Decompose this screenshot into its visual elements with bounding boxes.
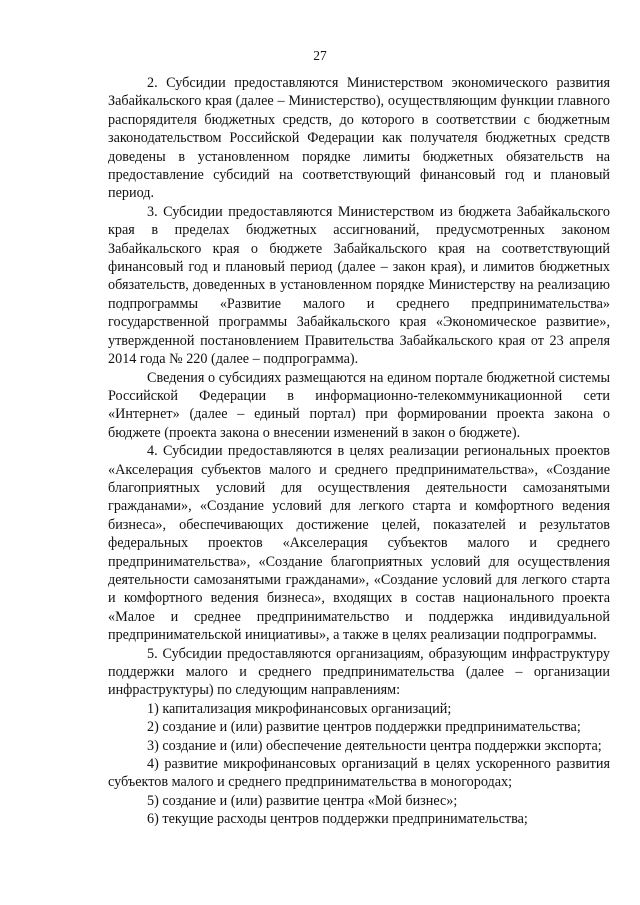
list-item: 4) развитие микрофинансовых организаций в целях ускоренного развития субъектов малого и среднего предпринимательства в моногородах; [108,756,610,791]
document-body [108,74,610,829]
paragraph-3: 3. Субсидии предоставляются Министерством из бюджета Забайкальского края в пределах бюджетных ассигнований, предусмотренных законом Забайкальского края о бюджете Забайкальского края на соответствующий финансовый год и плановый период (далее – закон края), и лимитов бюджетных обязательств, доведенных в установленном порядке Министерству на реализацию подпрограммы «Развитие малого и среднего предпринимательства» государственной программы Забайкальского края «Экономическое развитие», утвержденной постановлением Правительства Забайкальского края от 23 апреля 2014 года № 220 (далее – подпрограмма). [108,203,610,368]
paragraph-4: 4. Субсидии предоставляются в целях реализации региональных проектов «Акселерация субъектов малого и среднего предпринимательства», «Создание благоприятных условий для осуществления деятельности самозанятыми гражданами», «Создание условий для легкого старта и комфортного ведения бизнеса», обеспечивающих достижение целей, показателей и результатов федеральных проектов «Акселерация субъектов малого и среднего предпринимательства», «Создание благоприятных условий для осуществления деятельности самозанятыми гражданами», «Создание условий для легкого старта и комфортного ведения бизнеса», входящих в состав национального проекта «Малое и среднее предпринимательство и поддержка индивидуальной предпринимательской инициативы», а также в целях реализации подпрограммы. [108,443,610,644]
directions-list [108,700,610,829]
list-item: 6) текущие расходы центров поддержки предпринимательства; [147,811,528,828]
list-item: 5) создание и (или) развитие центра «Мой бизнес»; [147,792,458,809]
list-item: 2) создание и (или) развитие центров поддержки предпринимательства; [147,719,581,736]
paragraph-2: 2. Субсидии предоставляются Министерством экономического развития Забайкальского края (далее – Министерство), осуществляющим функции главного распорядителя бюджетных средств, до которого в соответствии с бюджетным законодательством Российской Федерации как получателя бюджетных средств доведены в установленном порядке лимиты бюджетных обязательств на предоставление субсидий на соответствующий финансовый год и плановый период. [108,75,610,202]
paragraph-5: 5. Субсидии предоставляются организациям, образующим инфраструктуру поддержки малого и среднего предпринимательства (далее – организации инфраструктуры) по следующим направлениям: [108,645,610,699]
page-number: 27 [313,48,327,63]
list-item: 3) создание и (или) обеспечение деятельности центра поддержки экспорта; [147,737,602,754]
list-item: 1) капитализация микрофинансовых организаций; [147,700,452,717]
paragraph-portal-info: Сведения о субсидиях размещаются на едином портале бюджетной системы Российской Федерации в информационно-телекоммуникационной сети «Интернет» (далее – единый портал) при формировании проекта закона о бюджете (проекта закона о внесении изменений в закон о бюджете). [108,369,610,441]
